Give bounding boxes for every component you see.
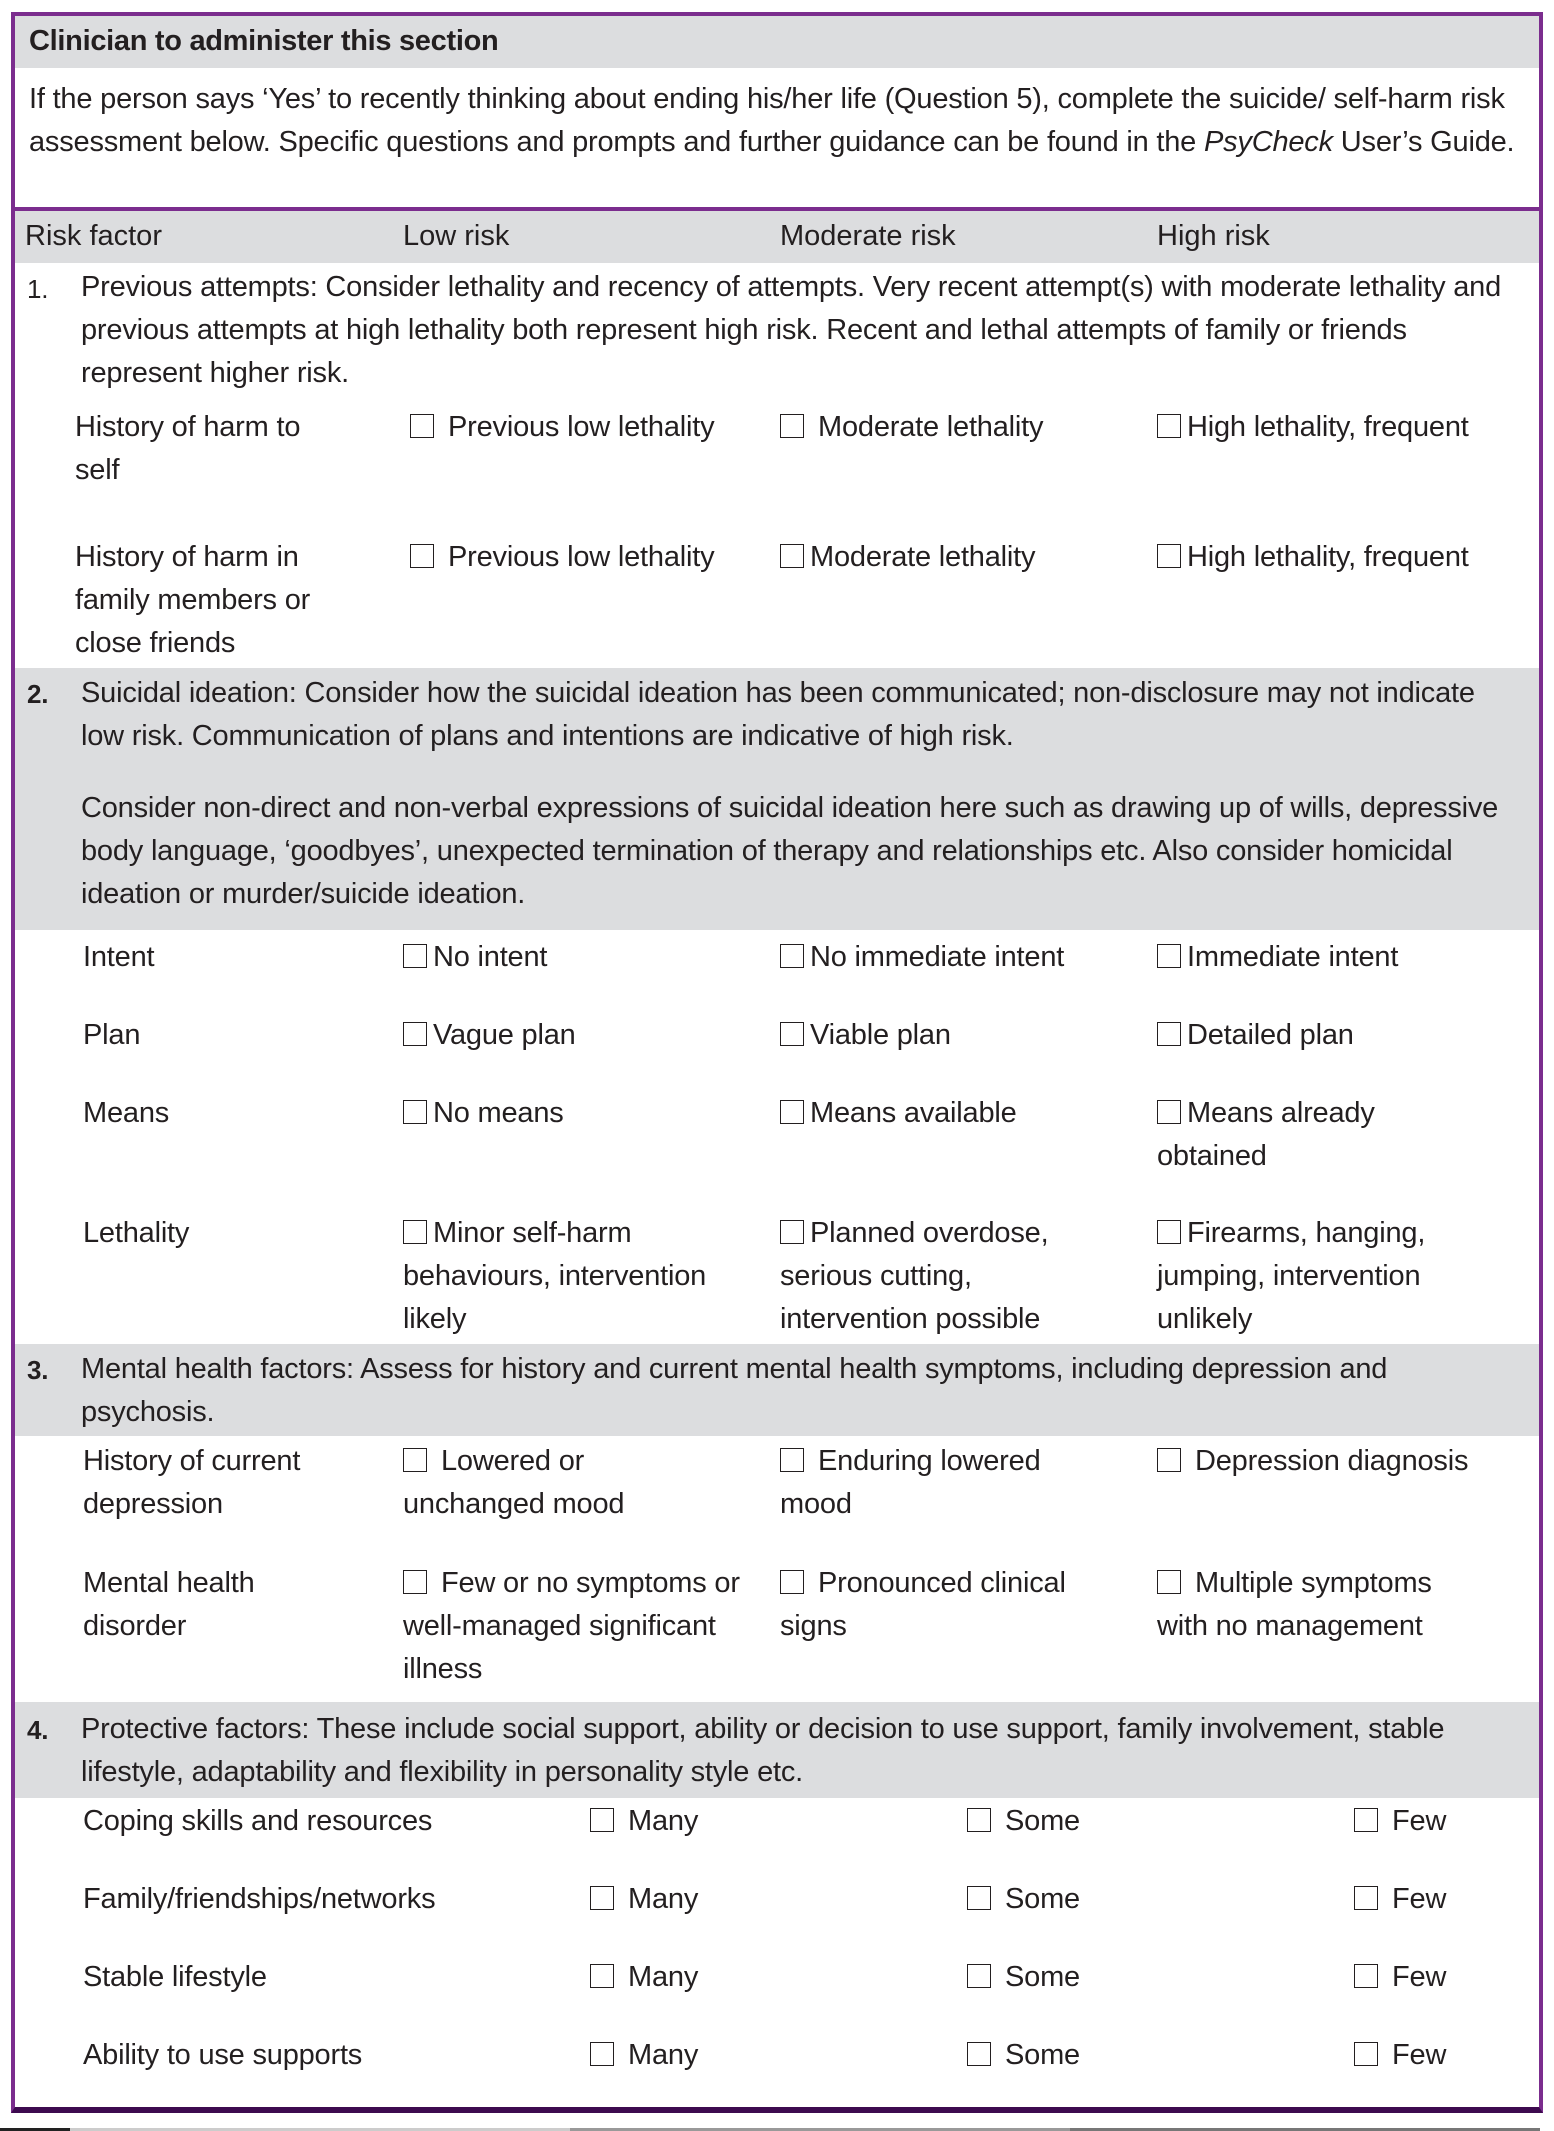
option-label: Planned overdose, serious cutting, intervention possible	[780, 1217, 1049, 1335]
checkbox[interactable]	[590, 1886, 614, 1910]
option-label: Moderate lethality	[818, 411, 1044, 443]
option-low[interactable]	[403, 936, 763, 979]
checkbox[interactable]	[403, 1100, 427, 1124]
risk-factor-label: History of harm to self	[75, 411, 301, 486]
checkbox[interactable]	[1157, 1100, 1181, 1124]
checkbox[interactable]	[1354, 2042, 1378, 2066]
option-label: Previous low lethality	[448, 411, 715, 443]
option-few[interactable]	[1354, 1800, 1534, 1843]
option-label: High lethality, frequent	[1187, 541, 1469, 573]
option-label: Some	[1005, 2039, 1080, 2071]
column-header-high-risk: High risk	[1157, 220, 1270, 252]
option-label: Means available	[810, 1097, 1017, 1129]
option-moderate[interactable]	[780, 1092, 1140, 1135]
section-number: 4.	[27, 1715, 49, 1745]
checkbox[interactable]	[1354, 1964, 1378, 1988]
section-number: 1.	[27, 274, 49, 304]
section-number: 3.	[27, 1355, 49, 1385]
option-label: Many	[628, 2039, 699, 2071]
checkbox[interactable]	[403, 1220, 427, 1244]
option-label: Some	[1005, 1883, 1080, 1915]
section-description-extra: Consider non-direct and non-verbal expressions of suicidal ideation here such as drawing up of wills, depressive body language, ‘goodbyes’, unexpected termination of therapy and relationships etc. Also consider homicidal ideation or murder/suicide ideation.	[81, 792, 1499, 910]
risk-factor-label: Plan	[83, 1019, 141, 1051]
section-1-header	[15, 266, 1539, 406]
risk-assessment-form	[11, 12, 1543, 2113]
option-many[interactable]	[590, 1956, 790, 1999]
checkbox[interactable]	[590, 2042, 614, 2066]
checkbox[interactable]	[967, 2042, 991, 2066]
option-high[interactable]	[1157, 1092, 1437, 1178]
option-label: Detailed plan	[1187, 1019, 1354, 1051]
risk-row	[15, 1014, 1539, 1092]
protective-row	[15, 1956, 1539, 2034]
protective-row	[15, 1800, 1539, 1878]
option-many[interactable]	[590, 1800, 790, 1843]
checkbox[interactable]	[780, 1022, 804, 1046]
option-some[interactable]	[967, 1878, 1167, 1921]
option-low[interactable]	[410, 406, 790, 449]
checkbox[interactable]	[403, 1570, 427, 1594]
checkbox[interactable]	[590, 1964, 614, 1988]
checkbox[interactable]	[403, 1022, 427, 1046]
column-header-low-risk: Low risk	[403, 220, 510, 252]
risk-factor-label: Mental health disorder	[83, 1567, 255, 1642]
checkbox[interactable]	[780, 414, 804, 438]
option-label: Few	[1392, 1961, 1447, 1993]
checkbox[interactable]	[780, 1448, 804, 1472]
option-high[interactable]	[1157, 936, 1517, 979]
checkbox[interactable]	[1157, 1022, 1181, 1046]
option-few[interactable]	[1354, 1956, 1534, 1999]
checkbox[interactable]	[410, 544, 434, 568]
option-many[interactable]	[590, 2034, 790, 2077]
section-4-header	[15, 1702, 1539, 1798]
option-label: Means already obtained	[1157, 1097, 1375, 1172]
checkbox[interactable]	[967, 1886, 991, 1910]
option-label: Few	[1392, 1805, 1447, 1837]
risk-row	[15, 1212, 1539, 1344]
risk-row	[15, 936, 1539, 1014]
risk-row	[15, 1440, 1539, 1560]
option-moderate[interactable]	[780, 406, 1150, 449]
intro-guide-name: PsyCheck	[1203, 126, 1333, 158]
column-header-moderate-risk: Moderate risk	[780, 220, 956, 252]
section-title-bar	[15, 16, 1539, 68]
checkbox[interactable]	[967, 1808, 991, 1832]
section-description: Suicidal ideation: Consider how the suicidal ideation has been communicated; non-disclosure may not indicate low risk. Communication of plans and intentions are indicative of high risk.	[81, 677, 1475, 752]
option-label: Immediate intent	[1187, 941, 1399, 973]
option-low[interactable]	[403, 1562, 763, 1691]
risk-factor-label: Lethality	[83, 1217, 190, 1249]
section-title: Clinician to administer this section	[29, 25, 499, 57]
option-few[interactable]	[1354, 2034, 1534, 2077]
option-high[interactable]	[1157, 1014, 1517, 1057]
option-high[interactable]	[1157, 1212, 1467, 1341]
option-label: No immediate intent	[810, 941, 1065, 973]
checkbox[interactable]	[1157, 944, 1181, 968]
checkbox[interactable]	[1354, 1808, 1378, 1832]
risk-factor-label: Intent	[83, 941, 155, 973]
risk-factor-label: History of current depression	[83, 1445, 301, 1520]
protective-factor-label: Family/friendships/networks	[83, 1883, 436, 1915]
protective-row	[15, 1878, 1539, 1956]
option-moderate[interactable]	[780, 936, 1140, 979]
section-description: Mental health factors: Assess for history and current mental health symptoms, including depression and psychosis.	[81, 1353, 1388, 1428]
risk-factor-label: Means	[83, 1097, 170, 1129]
section-3-header	[15, 1344, 1539, 1436]
checkbox[interactable]	[1157, 1570, 1181, 1594]
option-label: Depression diagnosis	[1195, 1445, 1469, 1477]
option-label: Some	[1005, 1805, 1080, 1837]
option-high[interactable]	[1157, 536, 1537, 579]
option-label: Previous low lethality	[448, 541, 715, 573]
option-high[interactable]	[1157, 1562, 1487, 1648]
option-low[interactable]	[403, 1014, 763, 1057]
section-description: Previous attempts: Consider lethality and recency of attempts. Very recent attempt(s) with moderate lethality and previous attempts at high lethality both represent high risk. Recent and lethal attempts of family or friends represent higher risk.	[81, 271, 1502, 389]
intro-text: If the person says ‘Yes’ to recently thinking about ending his/her life (Question 5), complete the suicide/ self-harm risk assessment below. Specific questions and prompts and further guidance can be found in the	[29, 83, 1505, 158]
option-label: Firearms, hanging, jumping, intervention unlikely	[1157, 1217, 1426, 1335]
option-label: No intent	[433, 941, 548, 973]
risk-row	[15, 1092, 1539, 1212]
checkbox[interactable]	[967, 1964, 991, 1988]
option-moderate[interactable]	[780, 536, 1150, 579]
checkbox[interactable]	[780, 1570, 804, 1594]
checkbox[interactable]	[403, 1448, 427, 1472]
checkbox[interactable]	[780, 1220, 804, 1244]
option-label: Viable plan	[810, 1019, 951, 1051]
option-moderate[interactable]	[780, 1440, 1100, 1526]
option-label: Pronounced clinical signs	[780, 1567, 1066, 1642]
option-label: Minor self-harm behaviours, intervention likely	[403, 1217, 707, 1335]
option-low[interactable]	[410, 536, 790, 579]
checkbox[interactable]	[780, 1100, 804, 1124]
option-label: Few or no symptoms or well-managed significant illness	[403, 1567, 740, 1685]
checkbox[interactable]	[410, 414, 434, 438]
option-label: Vague plan	[433, 1019, 576, 1051]
option-label: No means	[433, 1097, 564, 1129]
intro-text-end: User’s Guide.	[1332, 126, 1515, 158]
option-label: Many	[628, 1805, 699, 1837]
protective-factor-label: Coping skills and resources	[83, 1805, 433, 1837]
option-label: Multiple symptoms with no management	[1157, 1567, 1432, 1642]
protective-factor-label: Ability to use supports	[83, 2039, 363, 2071]
option-some[interactable]	[967, 1956, 1167, 1999]
option-label: Moderate lethality	[810, 541, 1036, 573]
checkbox[interactable]	[1354, 1886, 1378, 1910]
option-label: Few	[1392, 2039, 1447, 2071]
option-moderate[interactable]	[780, 1562, 1120, 1648]
checkbox[interactable]	[1157, 1220, 1181, 1244]
option-low[interactable]	[403, 1092, 763, 1135]
section-number: 2.	[27, 679, 49, 709]
option-low[interactable]	[403, 1212, 753, 1341]
risk-row	[15, 536, 1539, 668]
checkbox[interactable]	[1157, 414, 1181, 438]
option-label: Many	[628, 1883, 699, 1915]
option-some[interactable]	[967, 1800, 1167, 1843]
option-label: Some	[1005, 1961, 1080, 1993]
option-label: Few	[1392, 1883, 1447, 1915]
option-moderate[interactable]	[780, 1014, 1140, 1057]
option-few[interactable]	[1354, 1878, 1534, 1921]
checkbox[interactable]	[590, 1808, 614, 1832]
option-low[interactable]	[403, 1440, 703, 1526]
option-label: Enduring lowered mood	[780, 1445, 1041, 1520]
intro-paragraph	[29, 78, 1519, 164]
option-label: High lethality, frequent	[1187, 411, 1469, 443]
option-high[interactable]	[1157, 406, 1537, 449]
option-moderate[interactable]	[780, 1212, 1090, 1341]
section-2-header	[15, 668, 1539, 930]
protective-row	[15, 2034, 1539, 2112]
option-some[interactable]	[967, 2034, 1167, 2077]
protective-factor-label: Stable lifestyle	[83, 1961, 267, 1993]
column-header-row	[15, 211, 1539, 263]
option-many[interactable]	[590, 1878, 790, 1921]
option-label: Lowered or unchanged mood	[403, 1445, 625, 1520]
checkbox[interactable]	[1157, 544, 1181, 568]
checkbox[interactable]	[1157, 1448, 1181, 1472]
checkbox[interactable]	[780, 944, 804, 968]
option-high[interactable]	[1157, 1440, 1537, 1483]
section-description: Protective factors: These include social support, ability or decision to use support, family involvement, stable lifestyle, adaptability and flexibility in personality style etc.	[81, 1713, 1445, 1788]
checkbox[interactable]	[403, 944, 427, 968]
column-header-risk-factor: Risk factor	[25, 220, 162, 252]
risk-factor-label: History of harm in family members or close friends	[75, 541, 311, 659]
option-label: Many	[628, 1961, 699, 1993]
risk-row	[15, 1562, 1539, 1702]
risk-row	[15, 406, 1539, 536]
checkbox[interactable]	[780, 544, 804, 568]
